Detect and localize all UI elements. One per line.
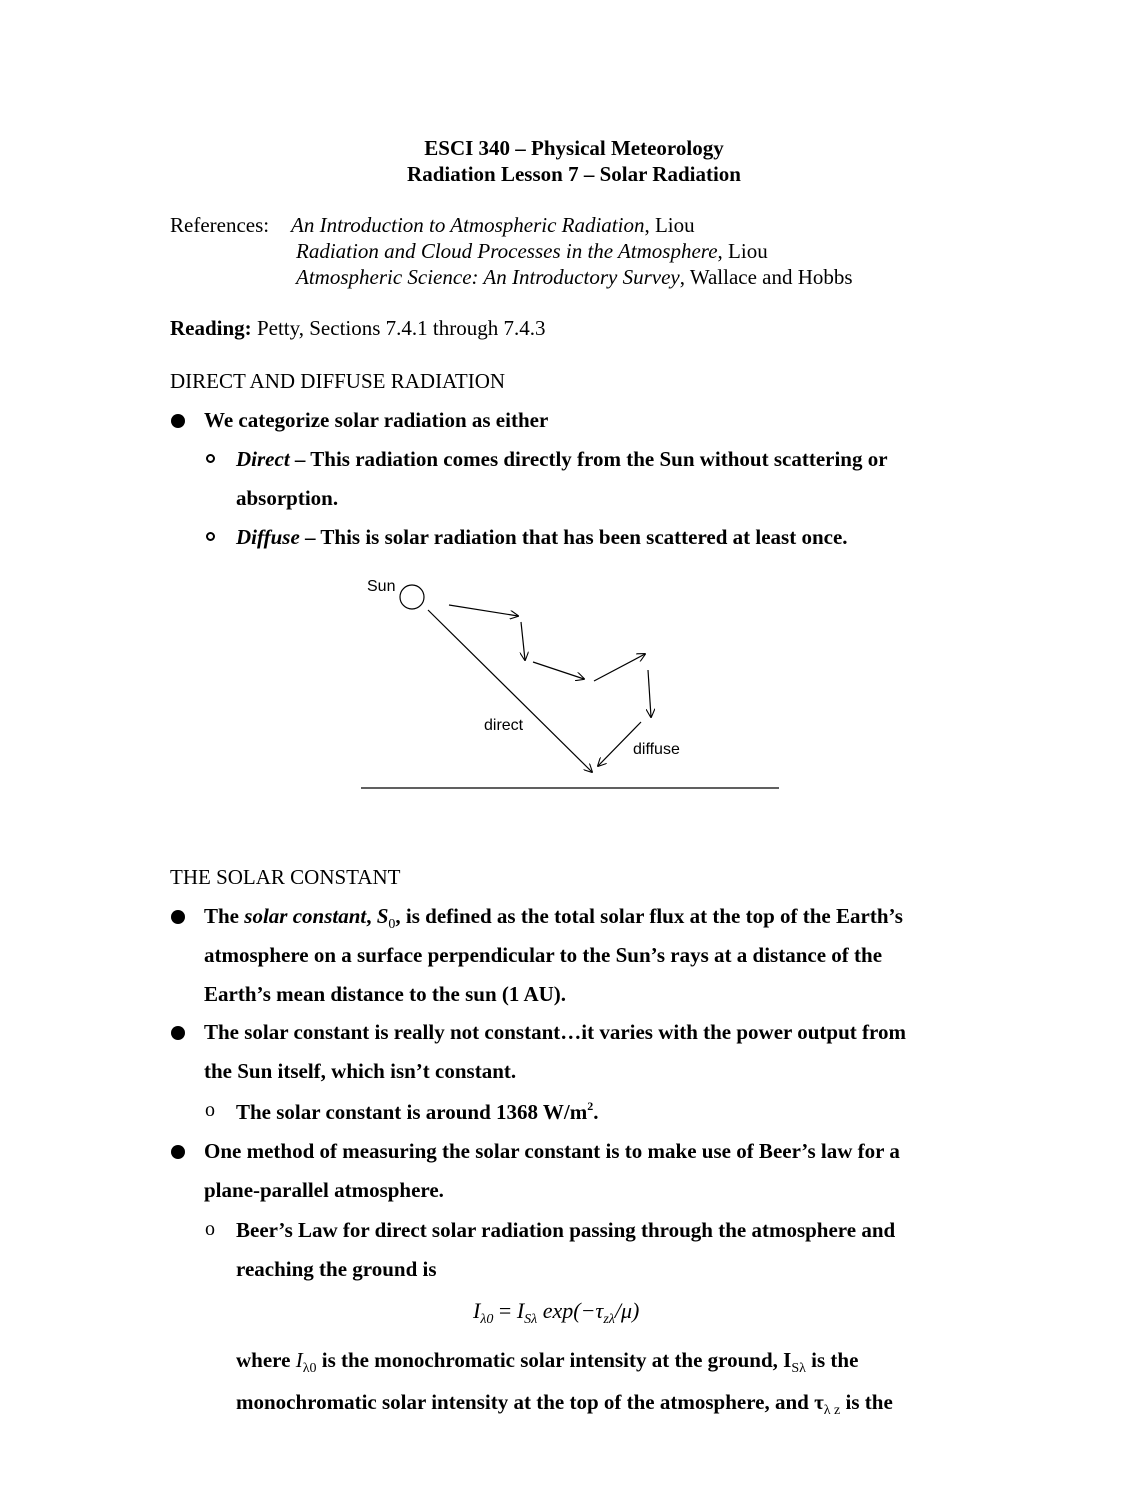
bullet-dot-icon bbox=[171, 1026, 185, 1040]
bullet-text-line: Beer’s Law for direct solar radiation passing through the atmosphere and bbox=[236, 1218, 896, 1242]
sub-bullet-o-icon: o bbox=[205, 1218, 215, 1240]
scatter-arrow bbox=[449, 605, 518, 616]
references-label: References: bbox=[170, 213, 270, 237]
sub-bullet-o-icon: o bbox=[205, 1099, 215, 1121]
reference-title: An Introduction to Atmospheric Radiation bbox=[291, 213, 645, 237]
last-line bbox=[236, 1390, 893, 1419]
solar-constant-value bbox=[236, 1099, 598, 1125]
superscript: 2 bbox=[587, 1099, 594, 1113]
course-title: ESCI 340 – Physical Meteorology bbox=[424, 136, 724, 160]
bullet-text: We categorize solar radiation as either bbox=[204, 408, 549, 432]
bullet-text-line: the Sun itself, which isn’t constant. bbox=[204, 1059, 517, 1083]
text-run: is the bbox=[840, 1390, 893, 1414]
text-run: where bbox=[236, 1348, 296, 1372]
scatter-arrow bbox=[594, 654, 645, 681]
scatter-arrow bbox=[533, 662, 584, 679]
eq-sub: zλ bbox=[603, 1312, 615, 1327]
text-run: , is defined as the total solar flux at the top of the Earth’s bbox=[395, 904, 903, 928]
symbol-i: I bbox=[295, 1348, 303, 1372]
solar-constant-term: solar constant bbox=[244, 904, 367, 928]
eq-part: /μ) bbox=[614, 1298, 640, 1323]
symbol-sub: 0 bbox=[388, 917, 396, 932]
diffuse-term: Diffuse bbox=[236, 525, 300, 549]
reading-text: Petty, Sections 7.4.1 through 7.4.3 bbox=[251, 316, 546, 340]
bullet-text-line: One method of measuring the solar constant is to make use of Beer’s law for a bbox=[204, 1139, 900, 1163]
direct-text: – This radiation comes directly from the Sun without scattering or bbox=[289, 447, 888, 471]
direct-definition-cont: absorption. bbox=[236, 486, 339, 510]
reference-author: , Liou bbox=[717, 239, 768, 263]
section-heading-solar-constant: THE SOLAR CONSTANT bbox=[170, 865, 401, 889]
bullet-text-line: atmosphere on a surface perpendicular to the Sun’s rays at a distance of the bbox=[204, 943, 883, 967]
diffuse-text: – This is solar radiation that has been scattered at least once. bbox=[299, 525, 848, 549]
bullet-dot-icon bbox=[171, 1145, 185, 1159]
text-run: is the bbox=[805, 1348, 859, 1372]
symbol-s: S bbox=[376, 904, 389, 928]
bullet-dot-icon bbox=[171, 910, 185, 924]
sun-label: Sun bbox=[367, 578, 396, 595]
sun-icon bbox=[400, 585, 424, 609]
reading-label: Reading: bbox=[170, 316, 252, 340]
reference-author: , Liou bbox=[644, 213, 695, 237]
scatter-arrow bbox=[521, 622, 525, 660]
diffuse-label: diffuse bbox=[633, 741, 680, 758]
text-run: The bbox=[204, 904, 245, 928]
bullet-text-line: Earth’s mean distance to the sun (1 AU). bbox=[204, 982, 567, 1006]
where-line bbox=[236, 1348, 858, 1377]
section-heading-direct-diffuse: DIRECT AND DIFFUSE RADIATION bbox=[170, 369, 506, 393]
beers-law-equation bbox=[473, 1298, 639, 1328]
eq-part: I bbox=[516, 1298, 525, 1323]
eq-part: = bbox=[493, 1298, 517, 1323]
eq-sub: λ0 bbox=[480, 1312, 494, 1327]
text-run: is the monochromatic solar intensity at the ground, I bbox=[316, 1348, 792, 1372]
bullet-text-line: plane-parallel atmosphere. bbox=[204, 1178, 444, 1202]
direct-ray-arrow bbox=[428, 610, 592, 772]
reference-title: Radiation and Cloud Processes in the Atmosphere bbox=[296, 239, 718, 263]
text-run: . bbox=[593, 1100, 599, 1124]
bullet-text-line: reaching the ground is bbox=[236, 1257, 437, 1281]
symbol-sub: Sλ bbox=[791, 1361, 806, 1376]
symbol-sub: λ0 bbox=[302, 1361, 317, 1376]
symbol-sub: λ z bbox=[823, 1403, 841, 1418]
solar-constant-definition bbox=[204, 904, 903, 933]
reference-title: Atmospheric Science: An Introductory Survey bbox=[296, 265, 680, 289]
direct-label: direct bbox=[484, 717, 524, 734]
bullet-text-line: The solar constant is really not constant…it varies with the power output from bbox=[204, 1020, 906, 1044]
text-run: , bbox=[366, 904, 377, 928]
direct-term: Direct bbox=[236, 447, 290, 471]
text-run: The solar constant is around 1368 W/m bbox=[236, 1100, 588, 1124]
eq-part: exp(−τ bbox=[537, 1298, 604, 1323]
text-run: monochromatic solar intensity at the top of the atmosphere, and τ bbox=[236, 1390, 824, 1414]
eq-sub: Sλ bbox=[524, 1312, 538, 1327]
lesson-title: Radiation Lesson 7 – Solar Radiation bbox=[407, 162, 741, 186]
reference-author: , Wallace and Hobbs bbox=[679, 265, 853, 289]
eq-part: I bbox=[473, 1298, 481, 1323]
scatter-arrow bbox=[648, 670, 651, 717]
